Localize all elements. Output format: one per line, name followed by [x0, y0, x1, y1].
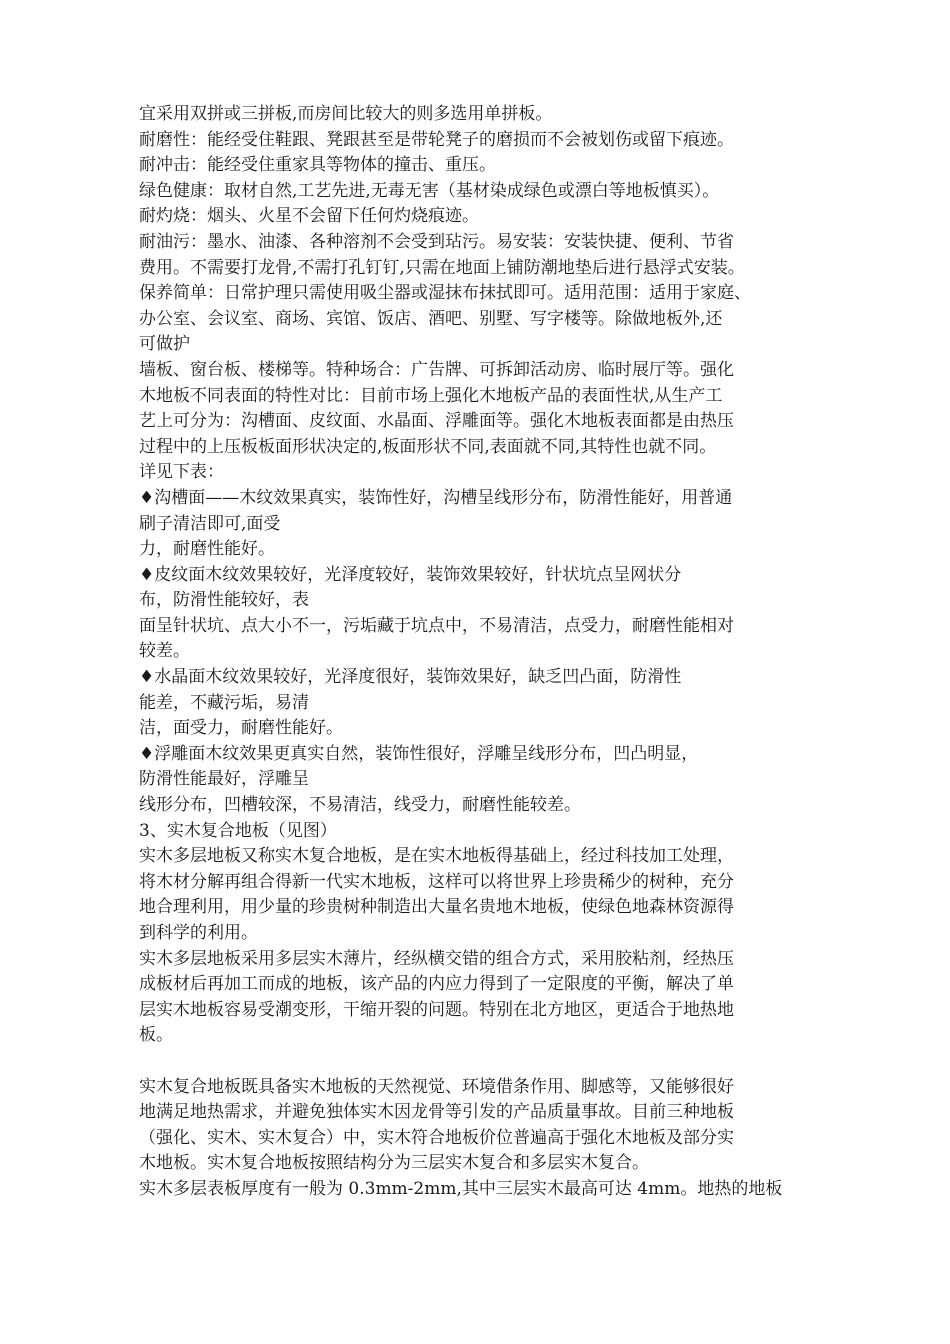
text-line: 洁，面受力，耐磨性能好。	[139, 718, 343, 739]
text-line: 实木多层地板又称实木复合地板，是在实木地板得基础上，经过科技加工处理，	[139, 846, 734, 867]
text-line: 耐磨性：能经受住鞋跟、凳跟甚至是带轮凳子的磨损而不会被划伤或留下痕迹。	[139, 129, 734, 150]
text-line: 宜采用双拼或三拼板,而房间比较大的则多选用单拼板。	[139, 104, 553, 124]
text-line: 线形分布，凹槽较深，不易清洁，线受力，耐磨性能较差。	[139, 795, 581, 816]
text-line: 木地板不同表面的特性对比：目前市场上强化木地板产品的表面性状,从生产工	[139, 385, 723, 406]
text-line: 保养简单：日常护理只需使用吸尘器或湿抹布抹拭即可。适用范围：适用于家庭、	[139, 283, 751, 304]
text-line: ♦沟槽面——木纹效果真实，装饰性好，沟槽呈线形分布，防滑性能好，用普通	[139, 487, 733, 508]
text-line: 刷子清洁即可,面受	[139, 513, 281, 534]
text-line: 办公室、会议室、商场、宾馆、饭店、酒吧、别墅、写字楼等。除做地板外,还	[139, 308, 723, 329]
text-line: 到科学的利用。	[139, 923, 258, 943]
text-line: 地合理利用，用少量的珍贵树种制造出大量名贵地木地板，使绿色地森林资源得	[139, 897, 734, 918]
text-line: 将木材分解再组合得新一代实木地板，这样可以将世界上珍贵稀少的树种，充分	[139, 871, 734, 892]
text-line: 耐油污：墨水、油漆、各种溶剂不会受到玷污。易安装：安装快捷、便利、节省	[139, 231, 734, 252]
text-line: 实木多层地板采用多层实木薄片，经纵横交错的组合方式，采用胶粘剂，经热压	[139, 948, 734, 969]
text-line: 地满足地热需求，并避免独体实木因龙骨等引发的产品质量事故。目前三种地板	[139, 1102, 734, 1123]
text-line: 防滑性能最好，浮雕呈	[139, 769, 309, 790]
text-line: 绿色健康：取材自然,工艺先进,无毒无害（基材染成绿色或漂白等地板慎买）。	[139, 180, 720, 201]
text-line: 板。	[139, 1025, 173, 1046]
text-line: （强化、实木、实木复合）中，实木符合地板价位普遍高于强化木地板及部分实	[139, 1127, 734, 1148]
text-line: 力，耐磨性能好。	[139, 539, 275, 560]
text-line: 面呈针状坑、点大小不一，污垢藏于坑点中，不易清洁，点受力，耐磨性能相对	[139, 615, 734, 636]
text-line: 过程中的上压板板面形状决定的,板面形状不同,表面就不同,其特性也就不同。	[139, 436, 717, 457]
blank-line	[139, 1049, 829, 1075]
text-line: ♦浮雕面木纹效果更真实自然，装饰性很好，浮雕呈线形分布，凹凸明显，	[139, 743, 699, 764]
text-line: 费用。不需要打龙骨,不需打孔钉钉,只需在地面上铺防潮地垫后进行悬浮式安装。	[139, 257, 745, 278]
document-body	[139, 102, 829, 1203]
text-line: 详见下表：	[139, 462, 224, 483]
text-line: ♦皮纹面木纹效果较好，光泽度较好，装饰效果较好，针状坑点呈网状分	[139, 564, 682, 585]
text-line: 艺上可分为：沟槽面、皮纹面、水晶面、浮雕面等。强化木地板表面都是由热压	[139, 411, 734, 432]
text-line: 耐灼烧：烟头、火星不会留下任何灼烧痕迹。	[139, 206, 479, 227]
text-line: 3、实木复合地板（见图）	[139, 820, 337, 841]
text-line: ♦水晶面木纹效果较好，光泽度很好，装饰效果好，缺乏凹凸面，防滑性	[139, 667, 682, 688]
text-line: 成板材后再加工而成的地板，该产品的内应力得到了一定限度的平衡，解决了单	[139, 974, 734, 995]
text-line: 较差。	[139, 641, 190, 662]
text-line: 层实木地板容易受潮变形，干缩开裂的问题。特别在北方地区，更适合于地热地	[139, 999, 734, 1020]
text-line: 墙板、窗台板、楼梯等。特种场合：广告牌、可拆卸活动房、临时展厅等。强化	[139, 359, 734, 380]
text-line: 耐冲击：能经受住重家具等物体的撞击、重压。	[139, 155, 496, 176]
text-line: 布，防滑性能较好，表	[139, 590, 309, 611]
text-line: 能差，不藏污垢，易清	[139, 692, 309, 713]
text-line: 可做护	[139, 334, 190, 355]
text-line: 木地板。实木复合地板按照结构分为三层实木复合和多层实木复合。	[139, 1153, 649, 1174]
text-line: 实木复合地板既具备实木地板的天然视觉、环境借条作用、脚感等，又能够很好	[139, 1076, 734, 1097]
text-line: 实木多层表板厚度有一般为 0.3mm-2mm,其中三层实木最高可达 4mm。地热的地板	[139, 1178, 783, 1199]
